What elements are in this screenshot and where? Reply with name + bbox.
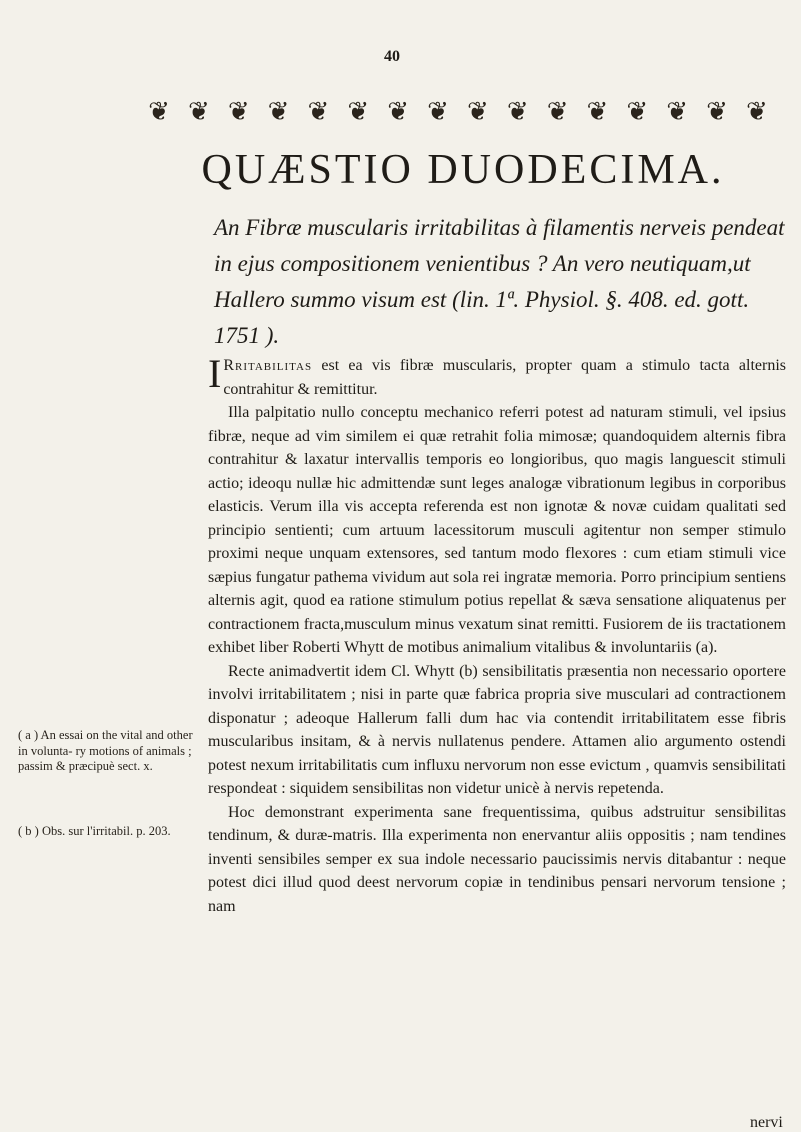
- ornament-icon: ❦: [187, 97, 210, 126]
- ornament-icon: ❦: [506, 97, 529, 126]
- ornament-icon: ❦: [706, 97, 728, 126]
- question-subtitle: An Fibræ muscularis irritabilitas à filamentis nerveis pendeat in ejus compositionem venientibus ? An vero neutiquam,ut Hallero summo visum est (lin. 1ª. Physiol. §. 408. ed. gott. 1751 ).: [214, 215, 785, 348]
- paragraph-3: Recte animadvertit idem Cl. Whytt (b) sensibilitatis præsentia non necessario oportere involvi irritabilitatem ; nisi in parte quæ fabrica propria sive musculari ad contractionem disponatur ; adeoque Hallerum falli dum hac via contendit irritabilitatem esse fibris muscularibus insitam, & à nervis nullatenus pendere. Attamen alio argumento ostendi potest nexum irritabilitatis cum influxu nervorum non esse evictum , quamvis sensibilitati respondeat : siquidem sensibilitas non videtur unicè à nervis repetenda.: [208, 662, 786, 797]
- ornament-icon: ❦: [227, 97, 250, 126]
- ornament-icon: ❦: [347, 97, 370, 126]
- ornament-icon: ❦: [586, 97, 609, 126]
- paragraph-1: [208, 351, 787, 401]
- drop-cap: I: [208, 351, 222, 396]
- paragraph-1-text: est ea vis fibræ muscularis, propter quam a stimulo tacta alternis contrahitur & remittitur.: [223, 357, 787, 398]
- page-title: QUÆSTIO DUODECIMA.: [201, 147, 725, 193]
- margin-note-b: ( b ) Obs. sur l'irritabil. p. 203.: [18, 824, 171, 838]
- ornament-icon: ❦: [307, 97, 330, 126]
- paragraph-4: Hoc demonstrant experimenta sane frequentissima, quibus adstruitur sensibilitas tendinum, & duræ-matris. Illa experimenta non enervantur aliis oppositis ; nam tendines inventi sensibiles semper ex sua indole necessario paucissimis nervis ditabantur : neque potest dici illud quod deest nervorum copiæ in tendinibus pensari nervorum tensione ; nam: [208, 803, 786, 915]
- ornament-icon: ❦: [745, 97, 768, 126]
- ornament-icon: ❦: [148, 97, 170, 126]
- ornament-band: [142, 92, 774, 132]
- ornament-icon: ❦: [626, 97, 649, 126]
- body-text: [208, 351, 787, 918]
- paragraph-2: Illa palpitatio nullo conceptu mechanico referri potest ad naturam stimuli, vel ipsius fibræ, neque ad vim similem ei quæ retrahit folia mimosæ; quandoquidem alternis fibra contrahitur & laxatur intervallis temporis eo longioribus, quo magis languescit stimuli actio; ideoqu nullæ hic admittendæ sunt leges analogæ vibrationum legibus in corporibus elasticis. Verum illa vis accepta referenda est non ignotæ & novæ cuidam qualitati sed principio sentienti; cum artuum lacessitorum musculi agitentur non semper stimulo proximi neque unquam extensores, sed tantum modo flexores : cum etiam stimuli vice sæpius fungatur pathema vividum aut sola rei ingratæ memoria. Porro principium sentiens alternis agit, quod ea ratione stimulum potius repellat & sæva sensatione aliquatenus per contractionem fracta,musculum minus vexatum sinat remitti. Fusiorem de iis tractationem exhibet liber Roberti Whytt de motibus animalium vitalibus & involuntariis (a).: [208, 404, 786, 656]
- ornament-icon: ❦: [387, 97, 410, 126]
- ornament-icon: ❦: [427, 97, 449, 126]
- margin-note-a: ( a ) An essai on the vital and other in volunta- ry motions of animals ; passim & præcipuè sect. x.: [18, 728, 193, 773]
- ornament-icon: ❦: [267, 97, 290, 126]
- opening-word: Rritabilitas: [223, 357, 313, 374]
- ornament-icon: ❦: [466, 97, 489, 126]
- ornament-icon: ❦: [546, 97, 569, 126]
- page-number: 40: [384, 48, 400, 65]
- catchword: nervi: [750, 1114, 783, 1131]
- ornament-icon: ❦: [666, 97, 689, 126]
